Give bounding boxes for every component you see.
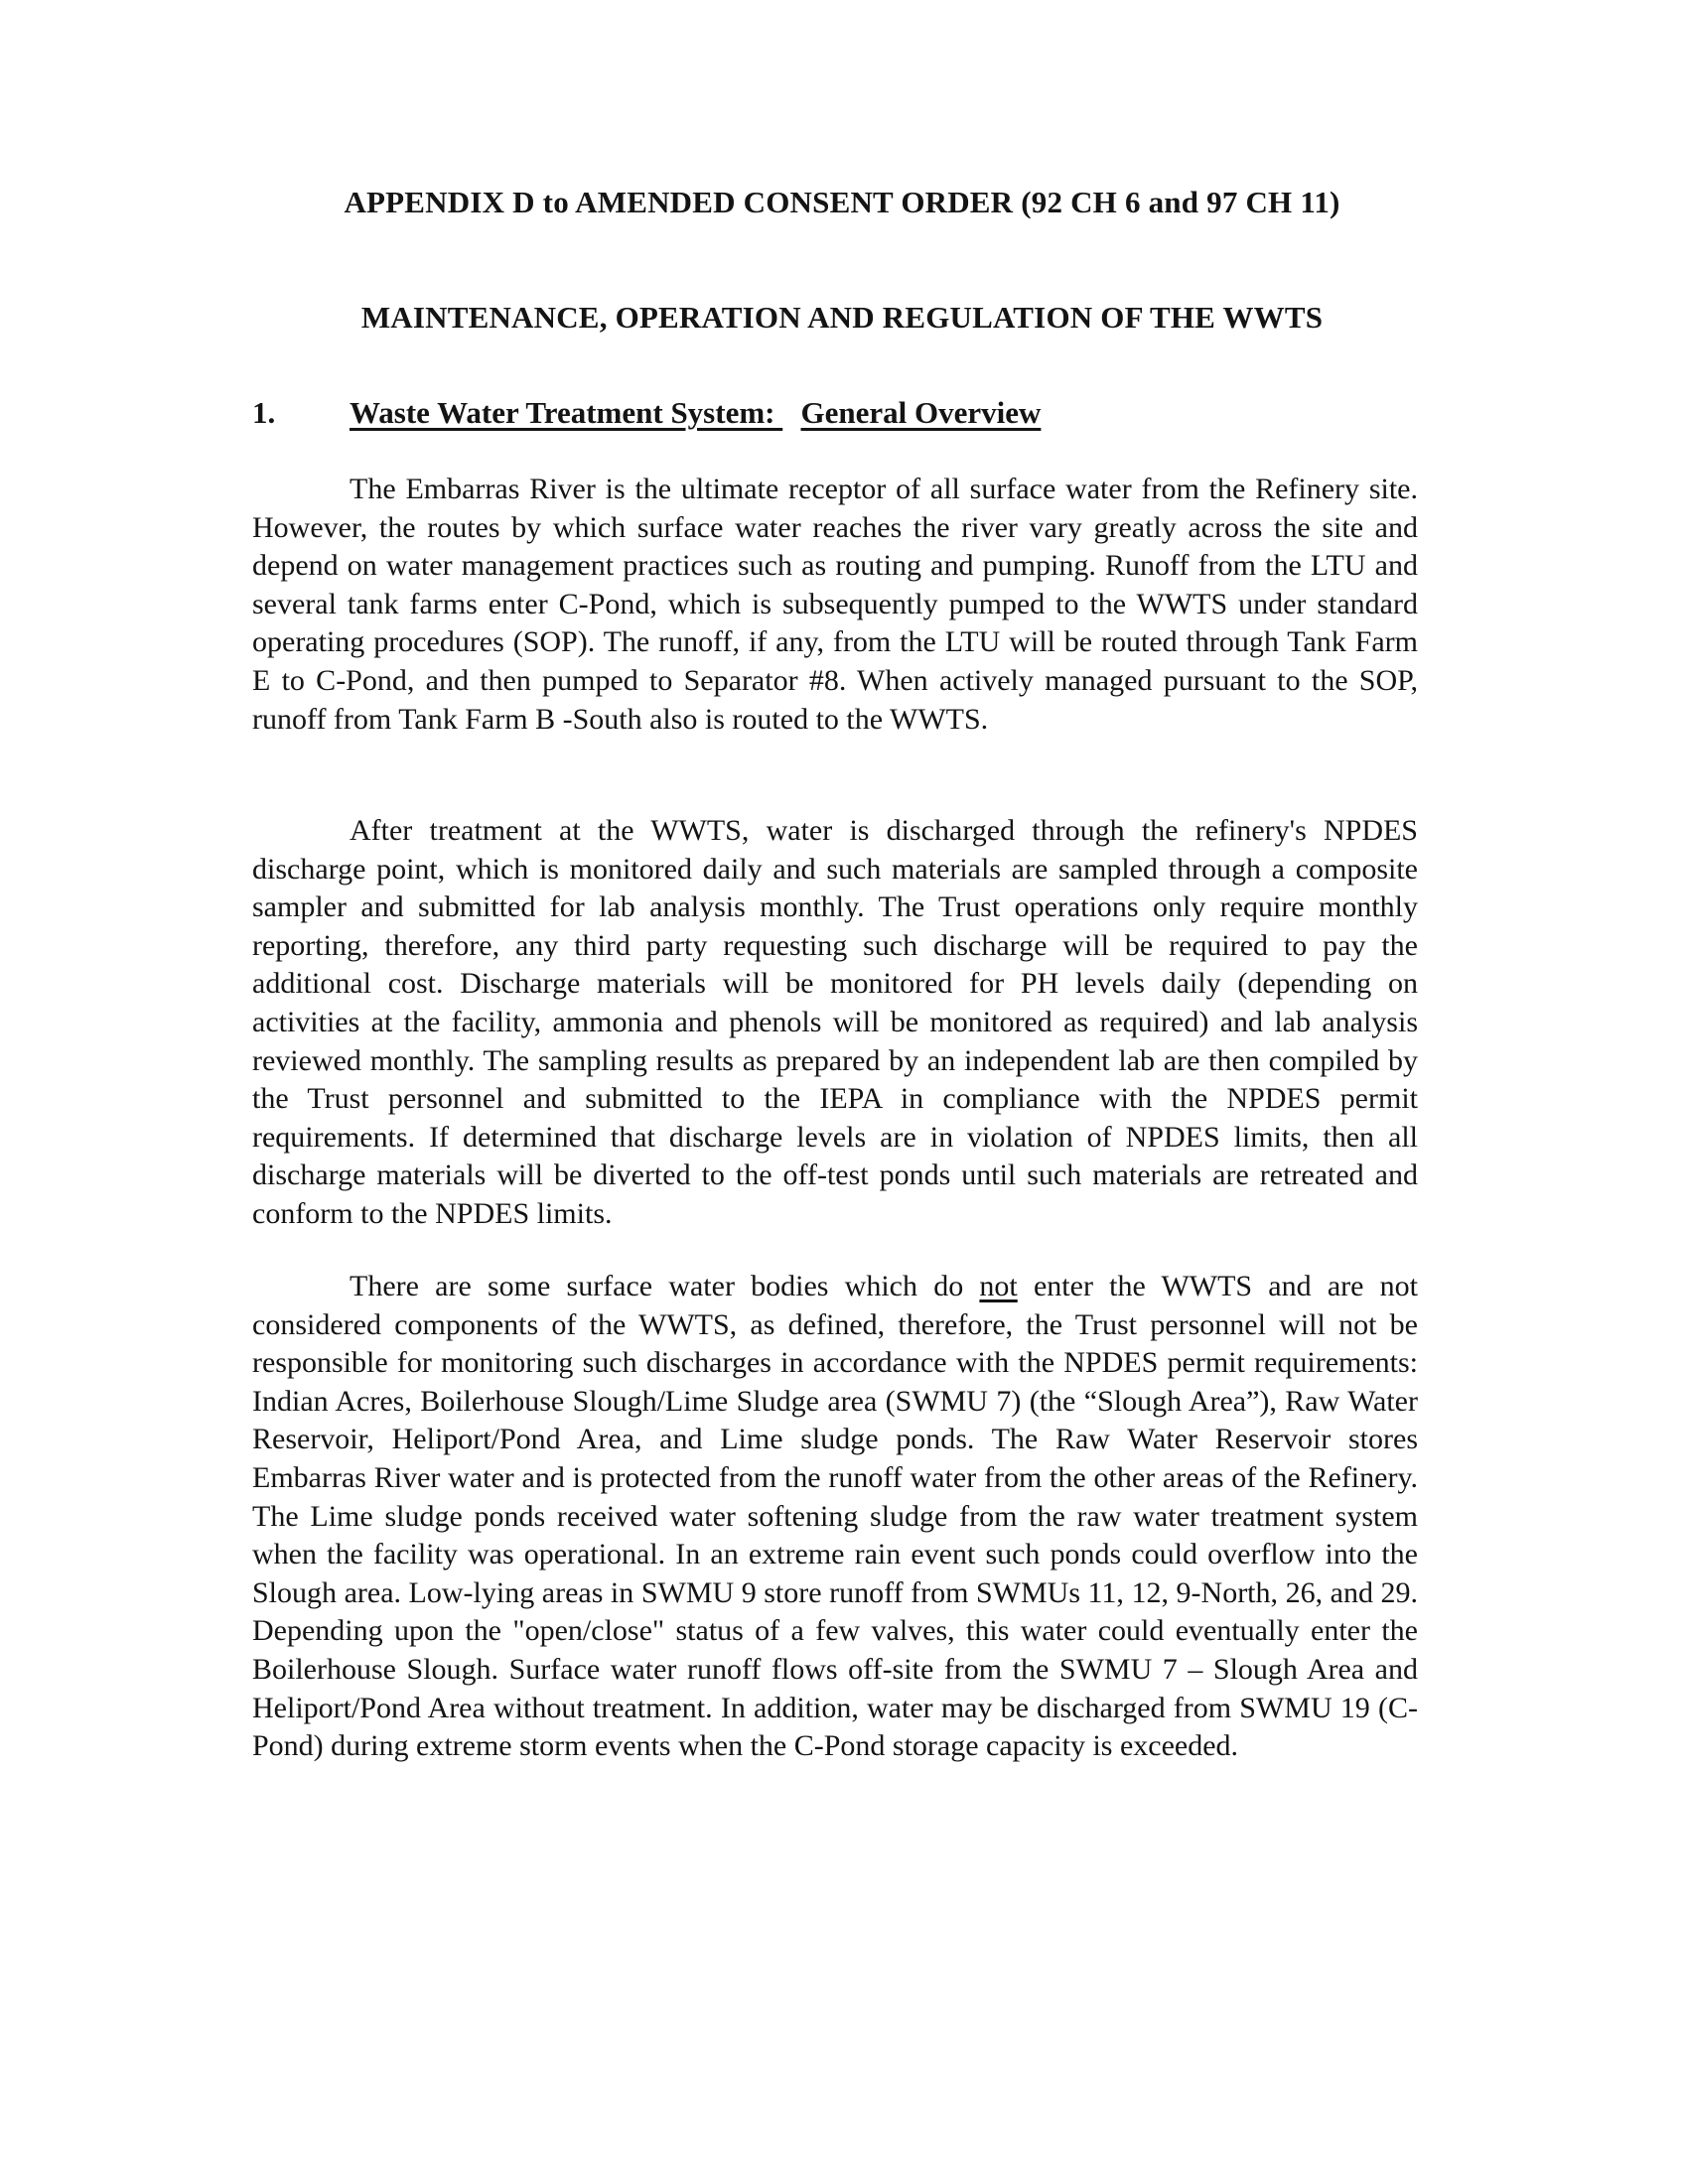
- appendix-title: APPENDIX D to AMENDED CONSENT ORDER (92 CH 6 and 97 CH 11): [344, 185, 1340, 219]
- paragraph-1: [252, 471, 1418, 739]
- paragraph-3-text-after: enter the WWTS and are not considered components of the WWTS, as defined, therefore, the Trust personnel will not be responsible for monitoring such discharges in accordance with the NPDES permit requirements: Indian Acres, Boilerhouse Slough/Lime Sludge area (SWMU 7) (the “Slough Area”), Raw Water Reservoir, Heliport/Pond Area, and Lime sludge ponds. The Raw Water Reservoir stores Embarras River water and is protected from the runoff water from the other areas of the Refinery. The Lime sludge ponds received water softening sludge from the raw water treatment system when the facility was operational. In an extreme rain event such ponds could overflow into the Slough area. Low-lying areas in SWMU 9 store runoff from SWMUs 11, 12, 9-North, 26, and 29. Depending upon the "open/close" status of a few valves, this water could eventually enter the Boilerhouse Slough. Surface water runoff flows off-site from the SWMU 7 – Slough Area and Heliport/Pond Area without treatment. In addition, water may be discharged from SWMU 19 (C-Pond) during extreme storm events when the C-Pond storage capacity is exceeded.: [252, 1270, 1418, 1763]
- section-number: 1.: [252, 395, 276, 430]
- paragraph-3-emphasis: not: [979, 1270, 1018, 1302]
- paragraph-2-text: After treatment at the WWTS, water is discharged through the refinery's NPDES discharge point, which is monitored daily and such materials are sampled through a composite sampler and submitted for lab analysis monthly. The Trust operations only require monthly reporting, therefore, any third party requesting such discharge will be required to pay the additional cost. Discharge materials will be monitored for PH levels daily (depending on activities at the facility, ammonia and phenols will be monitored as required) and lab analysis reviewed monthly. The sampling results as prepared by an independent lab are then compiled by the Trust personnel and submitted to the IEPA in compliance with the NPDES permit requirements. If determined that discharge levels are in violation of NPDES limits, then all discharge materials will be diverted to the off-test ponds until such materials are retreated and conform to the NPDES limits.: [252, 814, 1418, 1230]
- document-subtitle: MAINTENANCE, OPERATION AND REGULATION OF THE WWTS: [360, 300, 1324, 335]
- paragraph-1-text: The Embarras River is the ultimate receptor of all surface water from the Refinery site. However, the routes by which surface water reaches the river vary greatly across the site and depend on water management practices such as routing and pumping. Runoff from the LTU and several tank farms enter C-Pond, which is subsequently pumped to the WWTS under standard operating procedures (SOP). The runoff, if any, from the LTU will be routed through Tank Farm E to C-Pond, and then pumped to Separator #8. When actively managed pursuant to the SOP, runoff from Tank Farm B -South also is routed to the WWTS.: [252, 473, 1418, 736]
- section-heading-main: Waste Water Treatment System:: [350, 395, 775, 430]
- section-heading: [252, 395, 1041, 431]
- paragraph-3-text-before: There are some surface water bodies which do: [350, 1270, 980, 1302]
- paragraph-2: [252, 812, 1418, 1234]
- heading-gap: [774, 395, 800, 431]
- paragraph-3: [252, 1268, 1418, 1766]
- section-heading-sub: General Overview: [800, 395, 1042, 430]
